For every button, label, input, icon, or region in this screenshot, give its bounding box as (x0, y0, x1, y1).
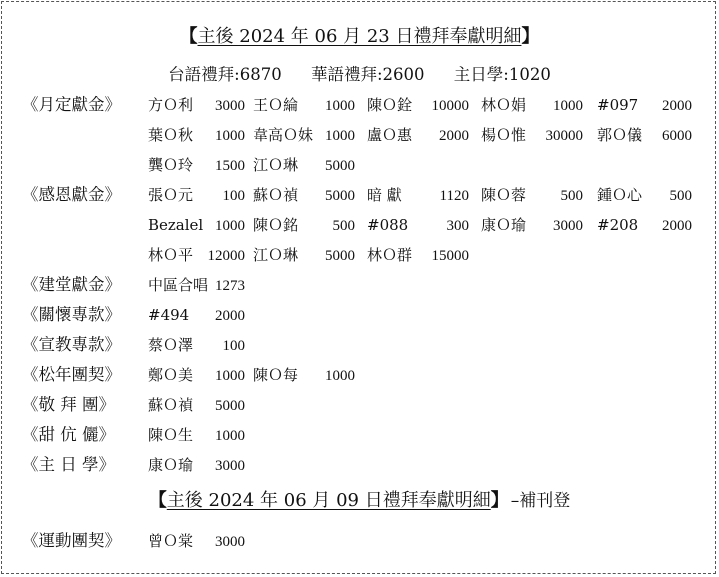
offering-entry (367, 94, 469, 117)
offering-amount: 5000 (325, 248, 355, 264)
offering-entry (148, 214, 245, 237)
offering-amount: 5000 (325, 158, 355, 174)
offering-entry (148, 530, 245, 553)
section-label: 《敬 拜 團》 (22, 395, 115, 414)
donor-name: 王Ｏ綸 (253, 96, 299, 114)
offering-entry (367, 184, 469, 207)
offering-amount: 2000 (215, 308, 245, 324)
donor-name: 郭Ｏ儀 (597, 126, 643, 144)
offering-entry (597, 124, 692, 147)
offering-amount: 3000 (215, 534, 245, 550)
donor-name: 江Ｏ琳 (253, 156, 299, 174)
offering-amount: 3000 (215, 458, 245, 474)
donor-name: 楊Ｏ惟 (481, 126, 527, 144)
offering-entry (148, 334, 245, 357)
supplement-title-text: 主後 2024 年 06 月 09 日禮拜奉獻明細 (166, 490, 491, 511)
offering-amount: 100 (222, 338, 245, 354)
donor-name: 林Ｏ娟 (481, 96, 527, 114)
donor-name: 陳Ｏ每 (253, 366, 299, 384)
offering-entry (148, 94, 245, 117)
donor-name: 康Ｏ瑜 (148, 456, 194, 474)
offering-amount: 1120 (439, 188, 469, 204)
offering-entry (148, 154, 245, 177)
donor-name: #494 (148, 306, 190, 324)
section-label: 《運動團契》 (22, 531, 121, 550)
offering-amount: 1000 (215, 218, 245, 234)
donor-name: 中區合唱 (148, 276, 209, 294)
offering-entry (597, 214, 692, 237)
donor-name: 方Ｏ利 (148, 96, 194, 114)
donor-name: 蘇Ｏ禎 (253, 186, 299, 204)
offering-amount: 1000 (325, 368, 355, 384)
offering-entry (597, 184, 692, 207)
donor-name: #208 (597, 216, 639, 234)
offering-amount: 1000 (553, 98, 583, 114)
offering-entry (148, 424, 245, 447)
offering-amount: 3000 (553, 218, 583, 234)
title-open-bracket: 【 (179, 26, 198, 47)
attendance-line (0, 64, 719, 86)
offering-amount: 2000 (439, 128, 469, 144)
offering-entry (253, 244, 355, 267)
section-label: 《建堂獻金》 (22, 275, 121, 294)
attendance-sunday-school: 主日學:1020 (453, 65, 551, 84)
offering-entry (253, 184, 355, 207)
title-text: 主後 2024 年 06 月 23 日禮拜奉獻明細 (197, 26, 522, 47)
donor-name: 葉Ｏ秋 (148, 126, 194, 144)
donor-name: #088 (367, 216, 409, 234)
supplement-note: –補刊登 (510, 491, 571, 511)
offering-entry (253, 124, 355, 147)
offering-amount: 300 (446, 218, 469, 234)
offering-amount: 10000 (431, 98, 469, 114)
section-label: 《甜 伉 儷》 (22, 425, 115, 444)
donor-name: 韋高Ｏ妹 (253, 126, 314, 144)
offering-entry (253, 214, 355, 237)
offering-amount: 100 (222, 188, 245, 204)
donor-name: Bezalel (148, 216, 204, 234)
offering-entry (148, 394, 245, 417)
donor-name: 蘇Ｏ禎 (148, 396, 194, 414)
section-label: 《感恩獻金》 (22, 185, 121, 204)
offering-entry (253, 94, 355, 117)
donor-name: 陳Ｏ蓉 (481, 186, 527, 204)
offering-amount: 5000 (325, 188, 355, 204)
offering-entry (148, 184, 245, 207)
supplement-title (0, 490, 719, 512)
offering-amount: 6000 (662, 128, 692, 144)
donor-name: 陳Ｏ生 (148, 426, 194, 444)
offering-entry (253, 364, 355, 387)
donor-name: 江Ｏ琳 (253, 246, 299, 264)
section-label: 《主 日 學》 (22, 455, 115, 474)
attendance-taiwanese: 台語禮拜:6870 (168, 65, 282, 84)
donor-name: 康Ｏ瑜 (481, 216, 527, 234)
title-close-bracket: 】 (521, 26, 540, 47)
offering-amount: 15000 (431, 248, 469, 264)
donor-name: 蔡Ｏ澤 (148, 336, 194, 354)
offering-amount: 1000 (215, 428, 245, 444)
offering-entry (367, 214, 469, 237)
offering-amount: 1500 (215, 158, 245, 174)
offering-amount: 1000 (325, 98, 355, 114)
donor-name: 陳Ｏ銓 (367, 96, 413, 114)
donor-name: 林Ｏ平 (148, 246, 194, 264)
offering-amount: 30000 (545, 128, 583, 144)
offering-entry (148, 454, 245, 477)
donor-name: #097 (597, 96, 639, 114)
offering-amount: 5000 (215, 398, 245, 414)
offering-amount: 500 (332, 218, 355, 234)
donor-name: 鍾Ｏ心 (597, 186, 643, 204)
offering-entry (481, 214, 583, 237)
offering-amount: 500 (560, 188, 583, 204)
offering-entry (148, 274, 245, 297)
supplement-close-bracket: 】 (490, 490, 509, 511)
donor-name: 暗 獻 (367, 186, 402, 204)
offering-amount: 2000 (662, 218, 692, 234)
offering-entry (367, 124, 469, 147)
offering-amount: 1000 (325, 128, 355, 144)
offering-entry (148, 364, 245, 387)
section-label: 《月定獻金》 (22, 95, 121, 114)
offering-entry (481, 124, 583, 147)
offering-amount: 3000 (215, 98, 245, 114)
offering-entry (481, 94, 583, 117)
section-label: 《關懷專款》 (22, 305, 121, 324)
donor-name: 林Ｏ群 (367, 246, 413, 264)
offering-entry (148, 304, 245, 327)
donor-name: 鄭Ｏ美 (148, 366, 194, 384)
offering-entry (253, 154, 355, 177)
offering-amount: 500 (669, 188, 692, 204)
offering-amount: 1000 (215, 368, 245, 384)
supplement-open-bracket: 【 (148, 490, 167, 511)
offering-amount: 2000 (662, 98, 692, 114)
donor-name: 龔Ｏ玲 (148, 156, 194, 174)
offering-entry (148, 124, 245, 147)
offering-entry (148, 244, 245, 267)
offering-amount: 12000 (207, 248, 245, 264)
offering-entry (367, 244, 469, 267)
donor-name: 盧Ｏ惠 (367, 126, 413, 144)
donor-name: 陳Ｏ銘 (253, 216, 299, 234)
attendance-mandarin: 華語禮拜:2600 (310, 65, 425, 84)
section-label: 《宣教專款》 (22, 335, 121, 354)
offering-entry (481, 184, 583, 207)
offering-amount: 1000 (215, 128, 245, 144)
donor-name: 張Ｏ元 (148, 186, 194, 204)
donor-name: 曾Ｏ棠 (148, 532, 194, 550)
offering-amount: 1273 (215, 278, 245, 294)
section-label: 《松年團契》 (22, 365, 121, 384)
page-title (0, 26, 719, 48)
offering-entry (597, 94, 692, 117)
